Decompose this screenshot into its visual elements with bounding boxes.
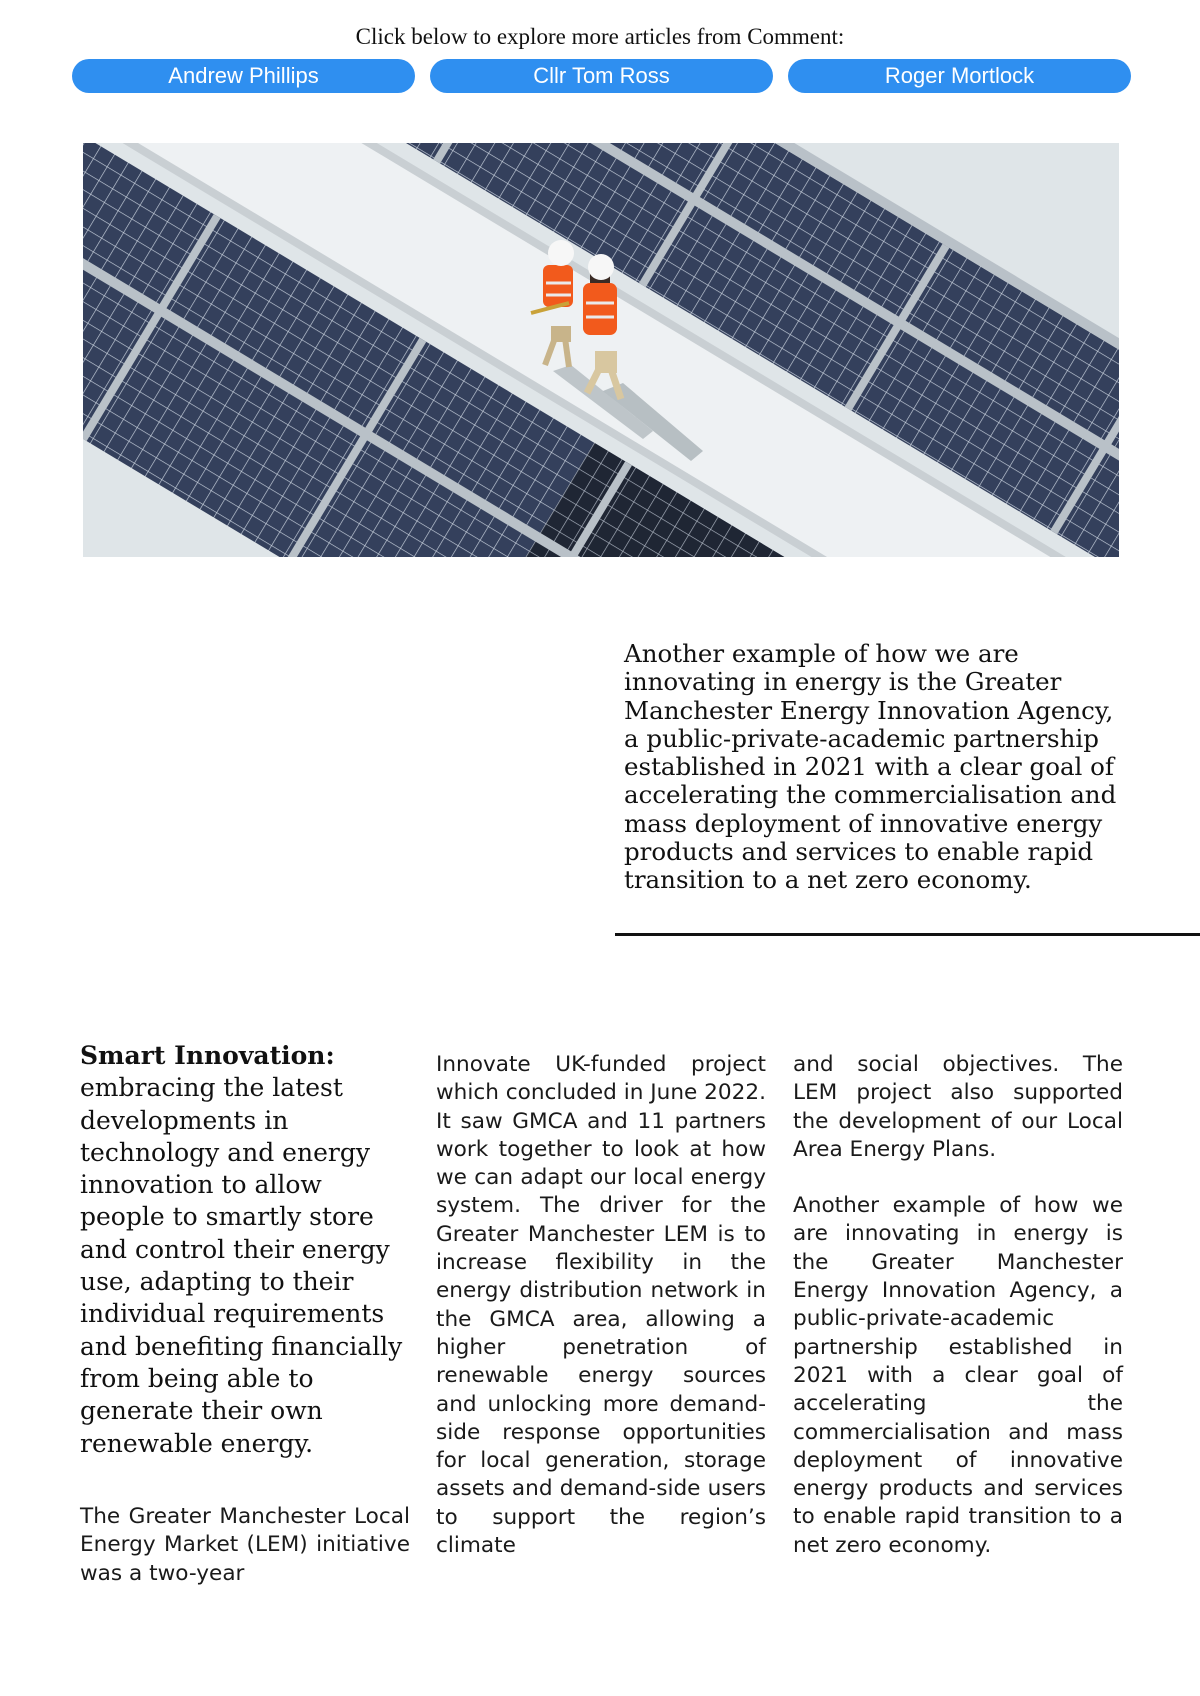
article-column-2	[436, 1051, 766, 1560]
column-3-paragraph-1: and social objectives. The LEM project also supported the development of our Local Area Energy Plans.	[793, 1052, 1123, 1162]
article-column-3	[793, 1051, 1123, 1560]
article-link-andrew-phillips[interactable]: Andrew Phillips	[72, 59, 415, 93]
more-articles-caption: Click below to explore more articles from Comment:	[355, 24, 845, 49]
article-link-roger-mortlock[interactable]: Roger Mortlock	[788, 59, 1131, 93]
divider-rule	[615, 933, 1200, 936]
pull-quote: Another example of how we are innovating in energy is the Greater Manchester Energy Innovation Agency, a public-private-academic partnership established in 2021 with a clear goal of accelerating the commercialisation and mass deployment of innovative energy products and services to enable rapid transition to a net zero economy.	[624, 639, 1117, 895]
smart-innovation-heading: Smart Innovation:	[80, 1041, 335, 1070]
article-column-1	[80, 1040, 410, 1586]
column-1-text: The Greater Manchester Local Energy Market (LEM) initiative was a two-year	[80, 1504, 410, 1586]
hero-image-solar-rooftop	[83, 143, 1119, 557]
column-3-paragraph-2: Another example of how we are innovating in energy is the Greater Manchester Energy Innovation Agency, a public-private-academic partnership established in 2021 with a clear goal of accelerating the commercialisation and mass deployment of innovative energy products and services to enable rapid transition to a net zero economy.	[793, 1193, 1123, 1558]
column-2-text: Innovate UK-funded project which concluded in June 2022. It saw GMCA and 11 partners work together to look at how we can adapt our local energy system. The driver for the Greater Manchester LEM is to increase flexibility in the energy distribution network in the GMCA area, allowing a higher penetration of renewable energy sources and unlocking more demand-side response opportunities for local generation, storage assets and demand-side users to support the region’s climate	[436, 1052, 766, 1559]
article-link-cllr-tom-ross[interactable]: Cllr Tom Ross	[430, 59, 773, 93]
smart-innovation-block	[80, 1040, 410, 1460]
smart-innovation-text: embracing the latest developments in technology and energy innovation to allow people to smartly store and control their energy use, adapting to their individual requirements and benefiting financially from being able to generate their own renewable energy.	[80, 1073, 403, 1458]
